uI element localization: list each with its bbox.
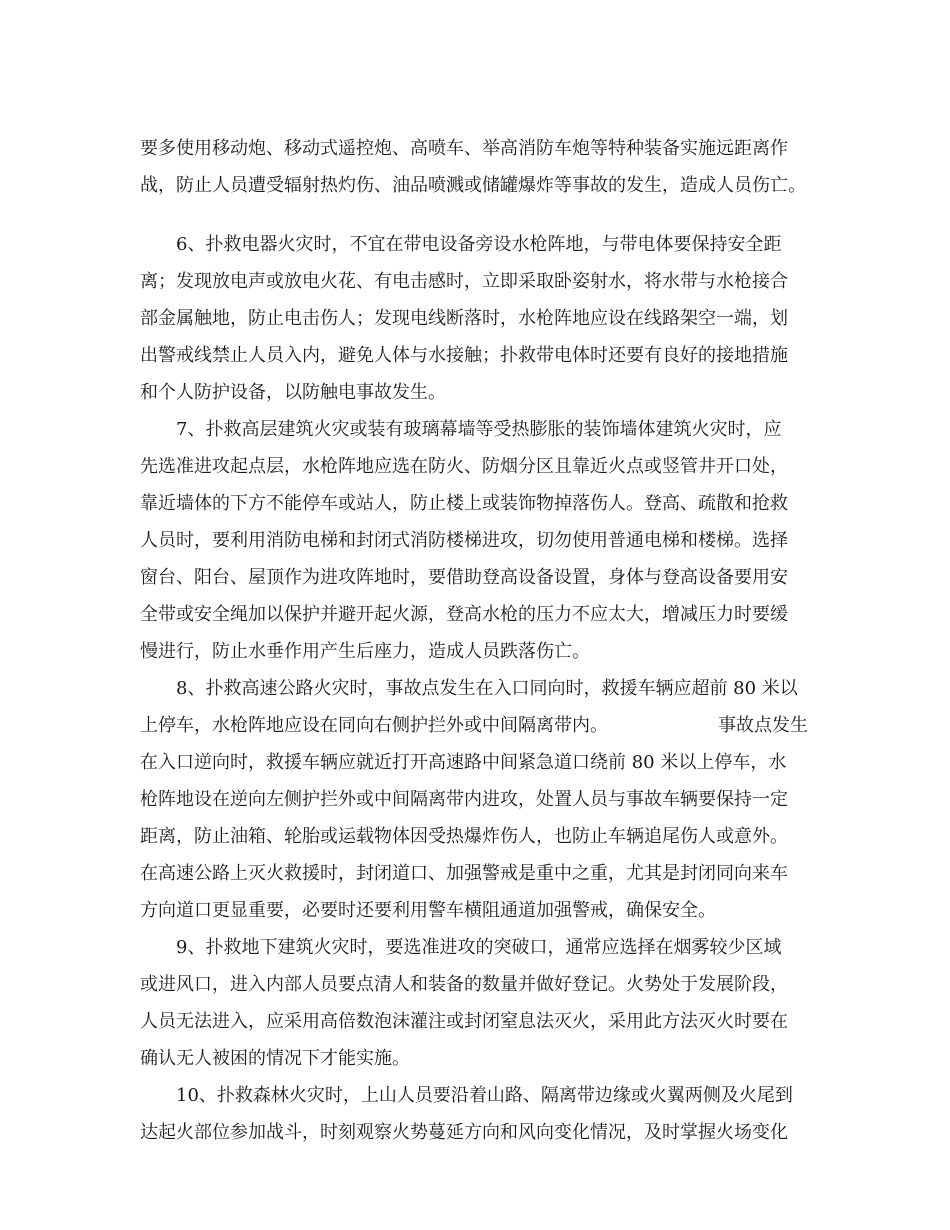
text-line: 部金属触地，防止电击伤人；发现电线断落时，水枪阵地应设在线路架空一端，划 [140, 308, 788, 329]
text-line: 确认无人被困的情况下才能实施。 [140, 1048, 410, 1069]
text-line: 达起火部位参加战斗，时刻观察火势蔓延方向和风向变化情况，及时掌握火场变化 [140, 1122, 788, 1143]
text-line-split [140, 707, 830, 744]
text-line: 枪阵地设在逆向左侧护拦外或中间隔离带内进攻，处置人员与事故车辆要保持一定 [140, 789, 788, 810]
text-line: 距离，防止油箱、轮胎或运载物体因受热爆炸伤人，也防止车辆追尾伤人或意外。 [140, 826, 788, 847]
text-line: 或进风口，进入内部人员要点清人和装备的数量并做好登记。火势处于发展阶段， [140, 974, 788, 995]
text-line: 方向道口更显重要，必要时还要利用警车横阻通道加强警戒，确保安全。 [140, 900, 716, 921]
text-line: 慢进行，防止水垂作用产生后座力，造成人员跌落伤亡。 [140, 641, 590, 662]
text-line: 要多使用移动炮、移动式遥控炮、高喷车、举高消防车炮等特种装备实施远距离作 [140, 138, 788, 159]
text-line: 人员时，要利用消防电梯和封闭式消防楼梯进攻，切勿使用普通电梯和楼梯。选择 [140, 530, 788, 551]
text-line: 先选准进攻起点层，水枪阵地应选在防火、防烟分区且靠近火点或竖管井开口处， [140, 456, 788, 477]
text-line: 出警戒线禁止人员入内，避免人体与水接触；扑救带电体时还要有良好的接地措施 [140, 345, 788, 366]
text-segment: 上停车，水枪阵地应设在同向右侧护拦外或中间隔离带内。 [140, 715, 608, 736]
paragraph-9: 9、扑救地下建筑火灾时，要选准进攻的突破口，通常应选择在烟雾较少区域 [176, 937, 782, 958]
text-line: 战，防止人员遭受辐射热灼伤、油品喷溅或储罐爆炸等事故的发生，造成人员伤亡。 [140, 175, 806, 196]
document-body [140, 130, 830, 1151]
text-line: 全带或安全绳加以保护并避开起火源，登高水枪的压力不应太大，增减压力时要缓 [140, 604, 788, 625]
paragraph-7: 7、扑救高层建筑火灾或装有玻璃幕墙等受热膨胀的装饰墙体建筑火灾时，应 [176, 419, 782, 440]
paragraph-6: 6、扑救电器火灾时，不宜在带电设备旁设水枪阵地，与带电体要保持安全距 [176, 234, 782, 255]
text-line: 离；发现放电声或放电火花、有电击感时，立即采取卧姿射水，将水带与水枪接合 [140, 271, 788, 292]
text-line: 在高速公路上灭火救援时，封闭道口、加强警戒是重中之重，尤其是封闭同向来车 [140, 863, 788, 884]
text-line: 靠近墙体的下方不能停车或站人，防止楼上或装饰物掉落伤人。登高、疏散和抢救 [140, 493, 788, 514]
paragraph-8: 8、扑救高速公路火灾时，事故点发生在入口同向时，救援车辆应超前 80 米以 [176, 678, 798, 699]
paragraph-10: 10、扑救森林火灾时，上山人员要沿着山路、隔离带边缘或火翼两侧及火尾到 [176, 1085, 793, 1106]
text-segment: 事故点发生 [718, 715, 808, 736]
text-line: 在入口逆向时，救援车辆应就近打开高速路中间紧急道口绕前 80 米以上停车，水 [140, 752, 787, 773]
text-line: 和个人防护设备，以防触电事故发生。 [140, 382, 446, 403]
text-line: 人员无法进入，应采用高倍数泡沫灌注或封闭窒息法灭火，采用此方法灭火时要在 [140, 1011, 788, 1032]
text-line: 窗台、阳台、屋顶作为进攻阵地时，要借助登高设备设置，身体与登高设备要用安 [140, 567, 788, 588]
